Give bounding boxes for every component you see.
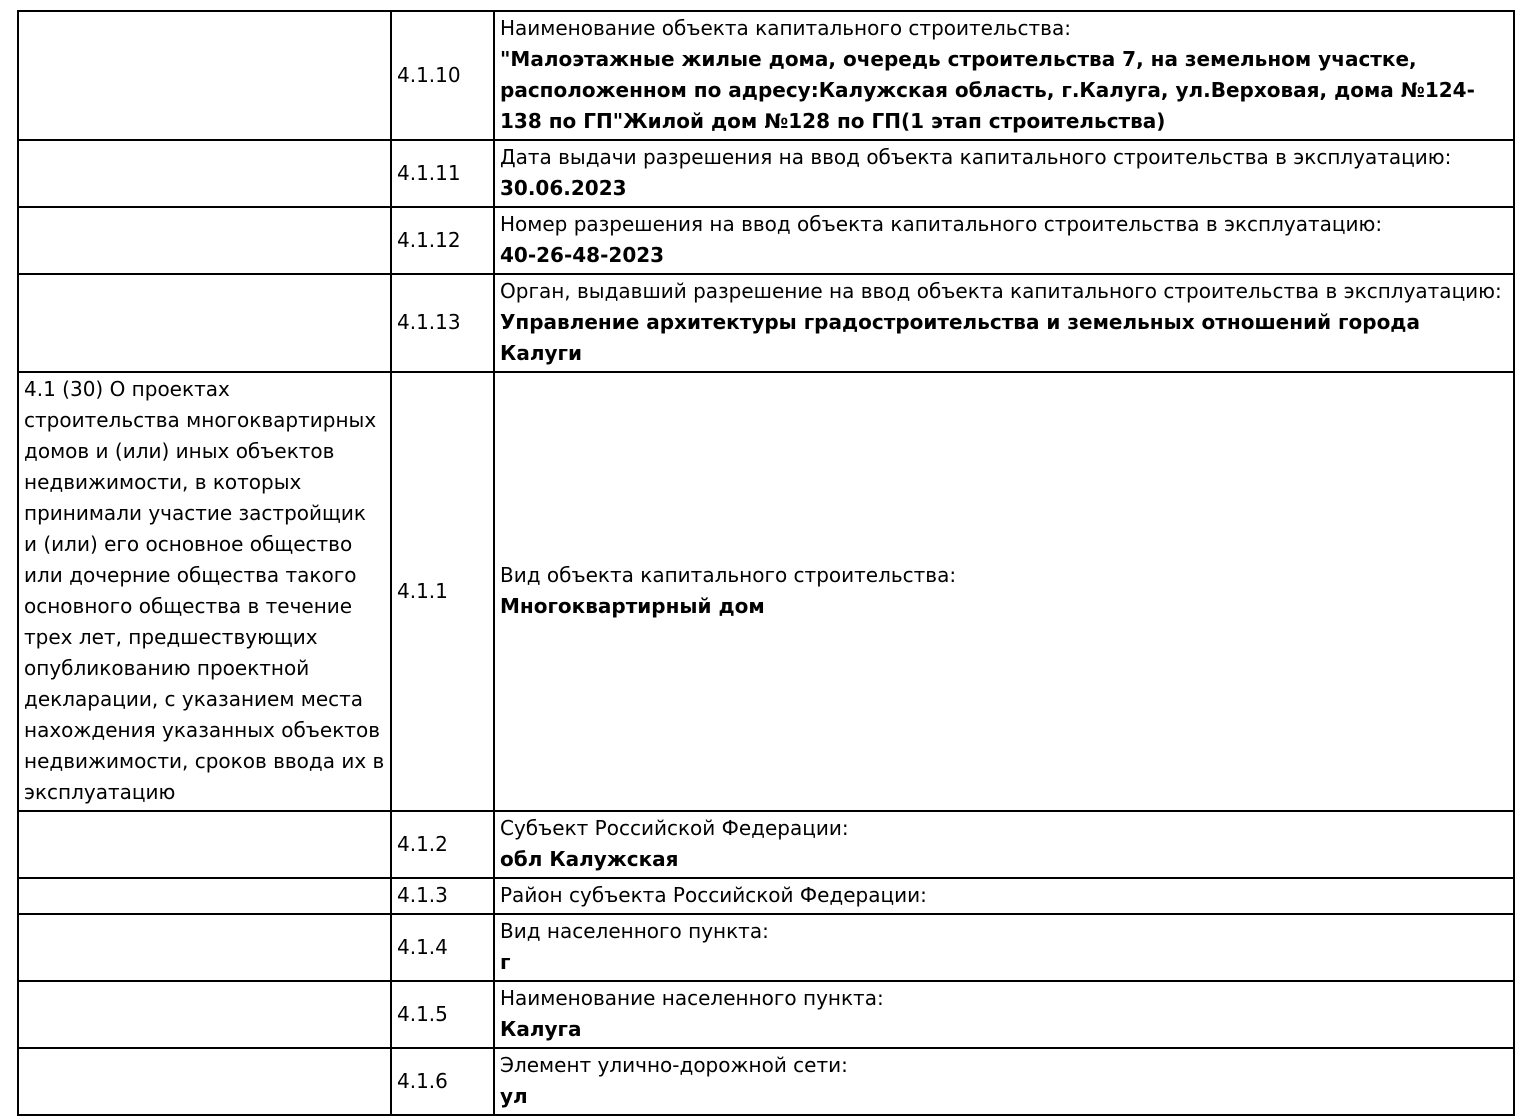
field-label: Орган, выдавший разрешение на ввод объекта капитального строительства в эксплуатацию:	[500, 279, 1502, 303]
section-description-cell	[18, 207, 391, 274]
row-content	[494, 11, 1514, 140]
field-label: Район субъекта Российской Федерации:	[500, 883, 927, 907]
section-description-cell	[18, 1048, 391, 1115]
table-row	[18, 811, 1514, 878]
row-content	[494, 274, 1514, 372]
section-description-cell	[18, 140, 391, 207]
field-label: Вид объекта капитального строительства:	[500, 563, 957, 587]
row-number: 4.1.13	[391, 274, 494, 372]
row-content	[494, 914, 1514, 981]
row-number: 4.1.6	[391, 1048, 494, 1115]
section-description-cell	[18, 878, 391, 914]
row-content	[494, 140, 1514, 207]
field-value: 40-26-48-2023	[500, 243, 665, 267]
field-label: Субъект Российской Федерации:	[500, 816, 849, 840]
declaration-table	[17, 10, 1515, 1116]
table-row	[18, 207, 1514, 274]
row-number: 4.1.5	[391, 981, 494, 1048]
field-label: Элемент улично-дорожной сети:	[500, 1053, 848, 1077]
row-content	[494, 981, 1514, 1048]
table-row	[18, 140, 1514, 207]
row-content	[494, 811, 1514, 878]
field-label: Номер разрешения на ввод объекта капитального строительства в эксплуатацию:	[500, 212, 1383, 236]
row-number: 4.1.11	[391, 140, 494, 207]
field-value: ул	[500, 1084, 528, 1108]
field-value: обл Калужская	[500, 847, 679, 871]
table-row	[18, 1048, 1514, 1115]
table-row	[18, 981, 1514, 1048]
table-row	[18, 11, 1514, 140]
section-description-cell	[18, 372, 391, 811]
field-value: Многоквартирный дом	[500, 594, 765, 618]
row-number: 4.1.2	[391, 811, 494, 878]
row-content	[494, 372, 1514, 811]
row-number: 4.1.12	[391, 207, 494, 274]
row-number: 4.1.4	[391, 914, 494, 981]
table-row	[18, 914, 1514, 981]
field-value: 30.06.2023	[500, 176, 627, 200]
section-description-cell	[18, 11, 391, 140]
row-content	[494, 878, 1514, 914]
row-number: 4.1.1	[391, 372, 494, 811]
section-description-cell	[18, 274, 391, 372]
row-number: 4.1.3	[391, 878, 494, 914]
field-value: "Малоэтажные жилые дома, очередь строительства 7, на земельном участке, расположенном по адресу:Калужская область, г.Калуга, ул.Верховая, дома №124-138 по ГП"Жилой дом №128 по ГП(1 этап строительства)	[500, 47, 1475, 133]
table-row	[18, 372, 1514, 811]
field-value: Управление архитектуры градостроительства и земельных отношений города Калуги	[500, 310, 1420, 365]
row-number: 4.1.10	[391, 11, 494, 140]
section-description-cell	[18, 981, 391, 1048]
field-label: Вид населенного пункта:	[500, 919, 769, 943]
section-description-cell	[18, 811, 391, 878]
section-description: 4.1 (30) О проектах строительства многоквартирных домов и (или) иных объектов недвижимости, в которых принимали участие застройщик и (или) его основное общество или дочерние общества такого основного общества в течение трех лет, предшествующих опубликованию проектной декларации, с указанием места нахождения указанных объектов недвижимости, сроков ввода их в эксплуатацию	[24, 377, 385, 804]
row-content	[494, 207, 1514, 274]
field-value: г	[500, 950, 511, 974]
field-label: Наименование населенного пункта:	[500, 986, 884, 1010]
row-content	[494, 1048, 1514, 1115]
field-value: Калуга	[500, 1017, 582, 1041]
section-description-cell	[18, 914, 391, 981]
table-row	[18, 878, 1514, 914]
table-row	[18, 274, 1514, 372]
field-label: Наименование объекта капитального строительства:	[500, 16, 1071, 40]
field-label: Дата выдачи разрешения на ввод объекта капитального строительства в эксплуатацию:	[500, 145, 1452, 169]
